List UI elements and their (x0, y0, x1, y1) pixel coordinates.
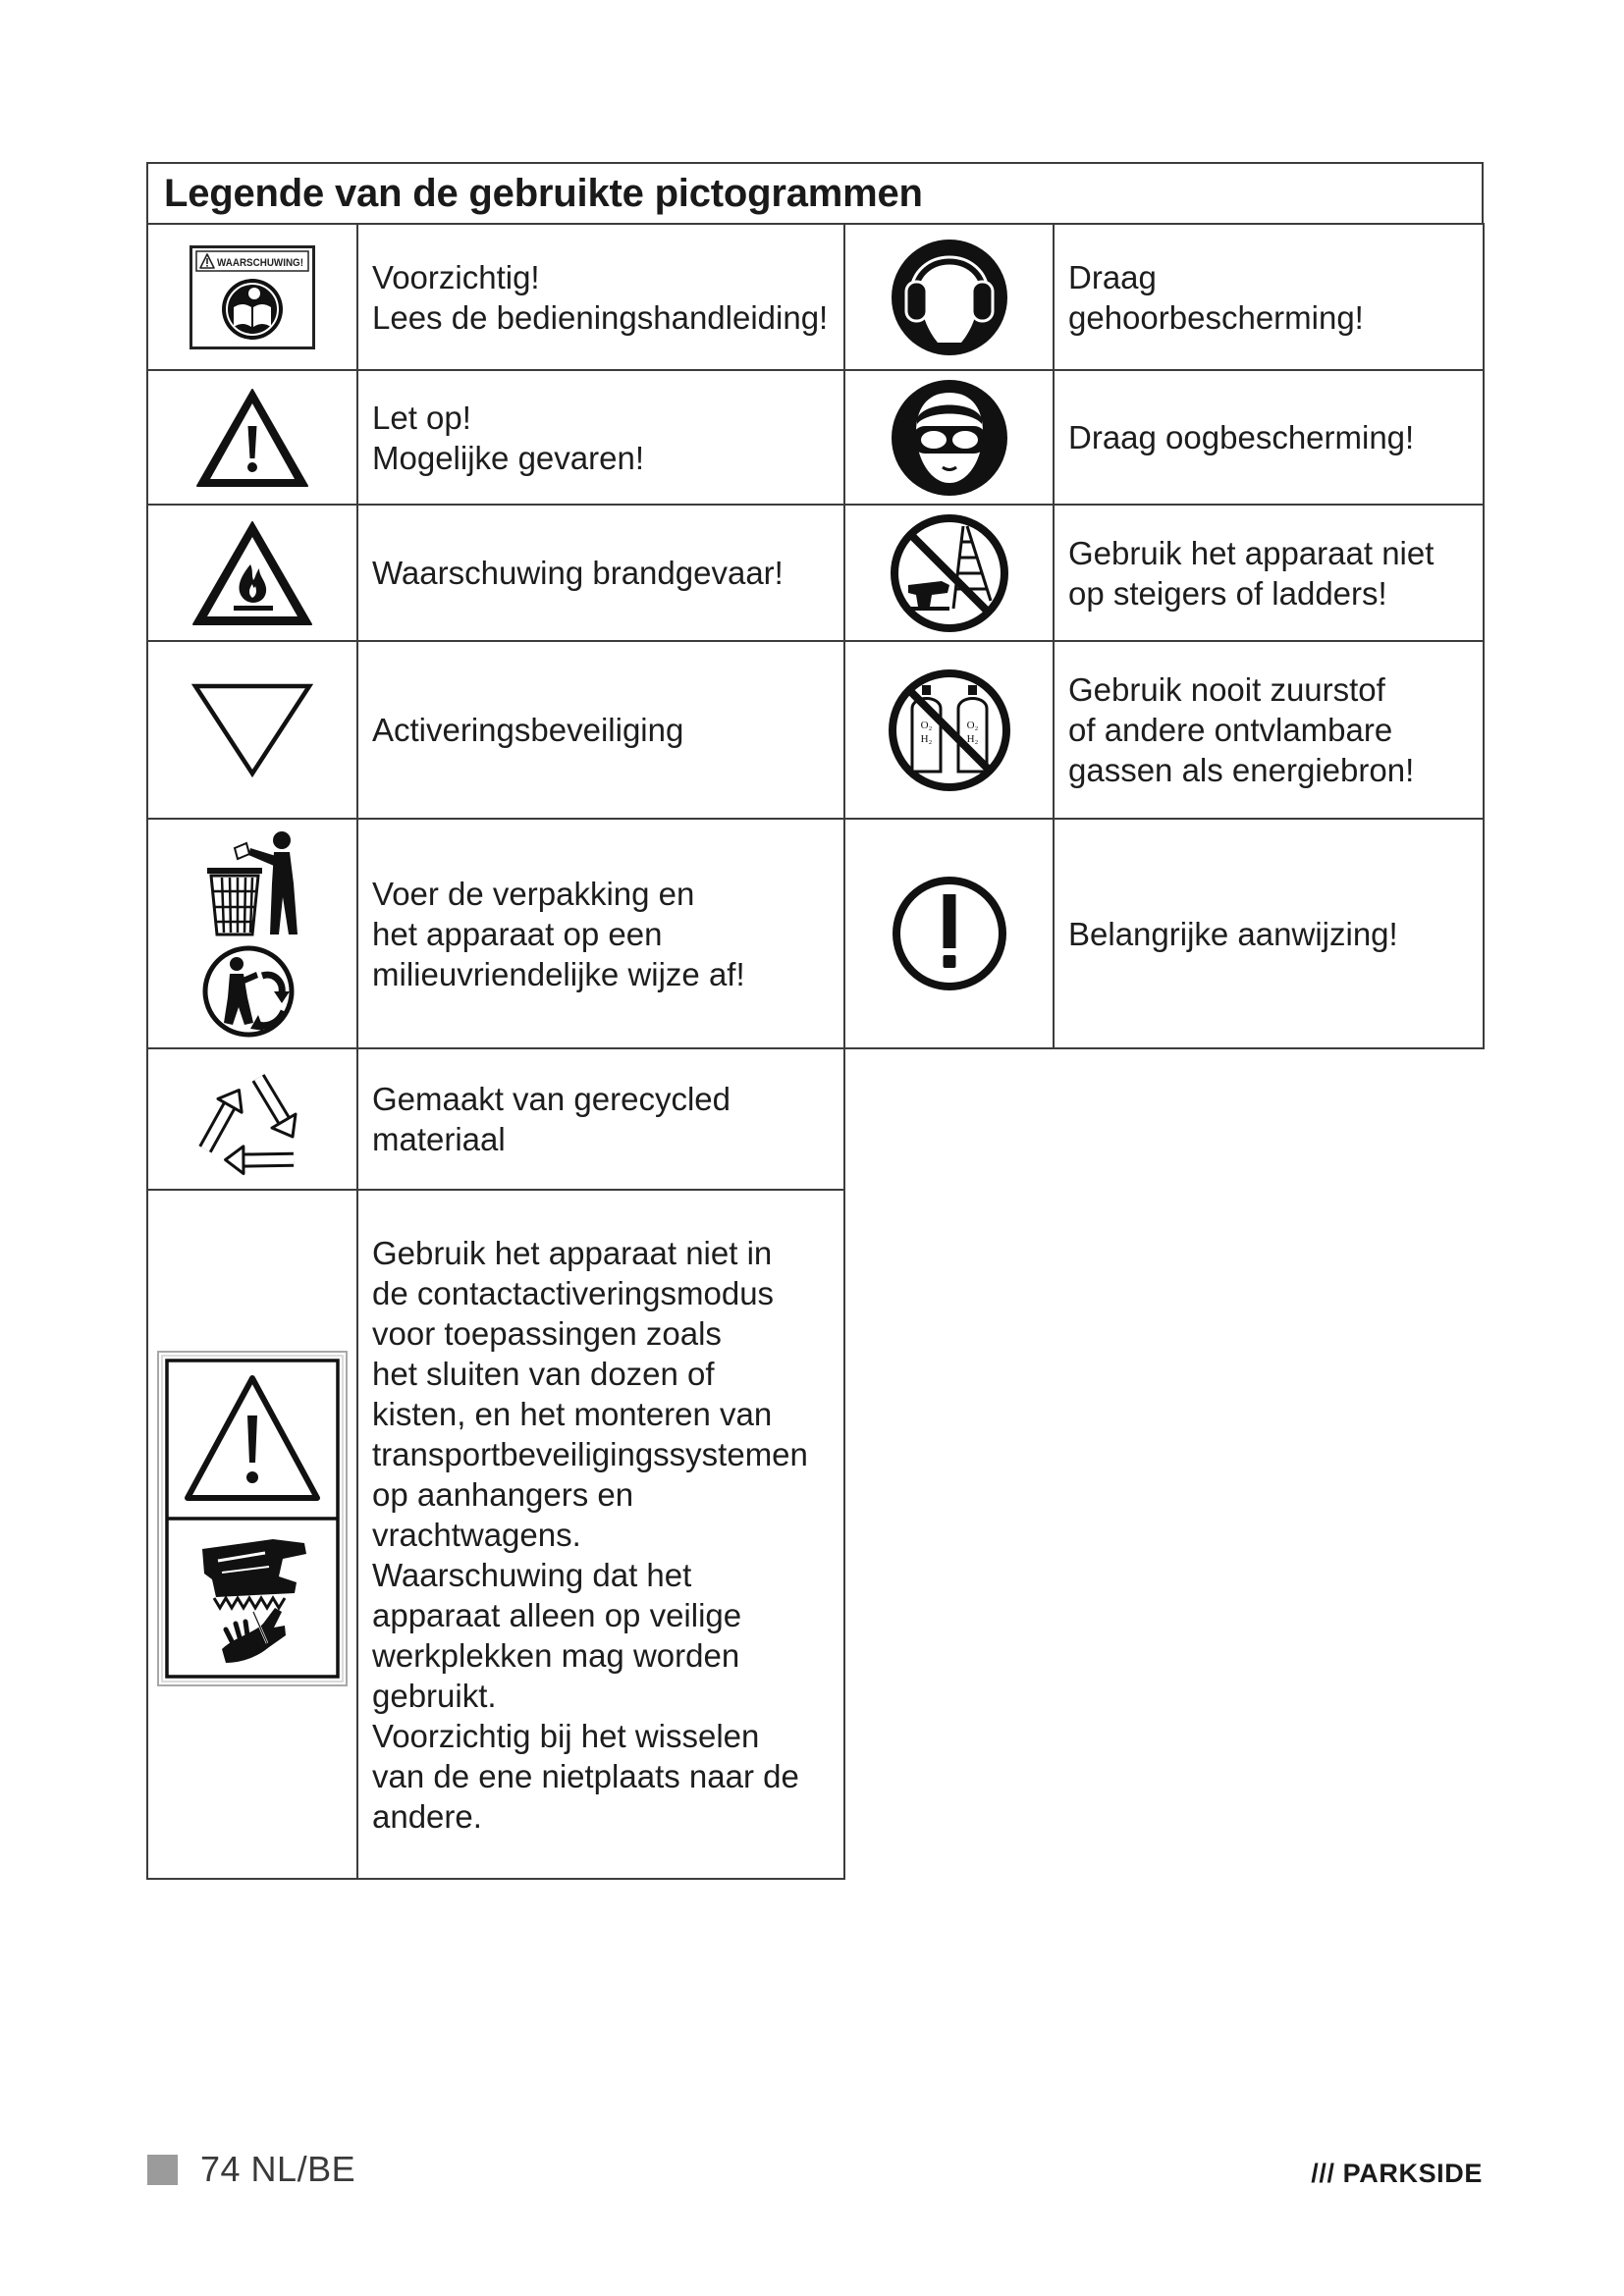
contact-actuation-warning-icon (157, 1351, 348, 1686)
legend-text-cell (1053, 640, 1485, 820)
legend-text-activation-safety: Activeringsbeveiliging (372, 712, 684, 748)
no-scaffold-ladder-icon (889, 512, 1010, 634)
legend-text-important-note: Belangrijke aanwijzing! (1068, 915, 1398, 952)
legend-icon-cell (843, 640, 1055, 820)
legend-text-cell (356, 1047, 845, 1191)
important-note-icon (889, 873, 1010, 994)
recycling-circle-icon (205, 948, 292, 1035)
legend-text-cell (356, 223, 845, 371)
legend-text-general-warning: Let op! Mogelijke gevaren! (372, 399, 644, 476)
legend-text-cell (356, 640, 845, 820)
hearing-protection-icon (889, 237, 1010, 358)
legend-icon-cell (843, 369, 1055, 506)
legend-text-cell (1053, 504, 1485, 642)
page-number: 74 NL/BE (200, 2149, 356, 2189)
legend-text-disposal: Voer de verpakking en het apparaat op een milieuvriendelijke wijze af! (372, 875, 745, 992)
eye-protection-icon (889, 377, 1010, 499)
gas-label-o2: O₂ (966, 719, 978, 731)
no-oxygen-gas-icon (887, 667, 1012, 793)
gas-label-h2: H₂ (920, 732, 932, 745)
legend-icon-cell (146, 223, 358, 371)
legend-text-cell (1053, 369, 1485, 506)
inverted-triangle-icon (191, 682, 313, 778)
brand-logo: /// PARKSIDE (1311, 2159, 1483, 2188)
legend-text-cell (1053, 818, 1485, 1049)
recycle-arrows-icon (189, 1058, 315, 1180)
legend-text-no-oxygen-gas: Gebruik nooit zuurstof of andere ontvlambare gassen als energiebron! (1068, 671, 1415, 788)
legend-icon-cell (146, 1189, 358, 1880)
gas-label-h2: H₂ (966, 732, 978, 745)
legend-text-cell (356, 818, 845, 1049)
waste-bin-icon (207, 831, 298, 934)
legend-text-cell (356, 369, 845, 506)
legend-title: Legende van de gebruikte pictogrammen (164, 171, 923, 215)
legend-icon-cell (146, 1047, 358, 1191)
legend-icon-cell (146, 818, 358, 1049)
legend-icon-cell (146, 504, 358, 642)
legend-text-eye-protection: Draag oogbescherming! (1068, 419, 1415, 455)
fire-hazard-icon (190, 519, 314, 627)
legend-text-recycled-material: Gemaakt van gerecycled materiaal (372, 1081, 731, 1157)
legend-text-cell (356, 1189, 845, 1880)
legend-icon-cell (146, 369, 358, 506)
warning-triangle-icon (194, 387, 310, 489)
warning-badge-text: WAARSCHUWING! (217, 256, 303, 269)
legend-icon-cell (843, 818, 1055, 1049)
legend-icon-cell (843, 504, 1055, 642)
legend-title-cell (146, 162, 1484, 225)
legend-text-no-scaffold-ladder: Gebruik het apparaat niet op steigers of ladders! (1068, 534, 1435, 612)
legend-text-hearing-protection: Draag gehoorbescherming! (1068, 258, 1364, 336)
legend-icon-cell (146, 640, 358, 820)
legend-text-fire-hazard: Waarschuwing brandgevaar! (372, 555, 784, 591)
legend-text-read-manual: Voorzichtig! Lees de bedieningshandleiding! (372, 258, 829, 336)
gas-label-o2: O₂ (920, 719, 932, 731)
page-marker-square (147, 2155, 178, 2185)
legend-text-contact-actuation: Gebruik het apparaat niet in de contactactiveringsmodus voor toepassingen zoals het sluiten van dozen of kisten, en het monteren van transportbeveiligingssystemen op aanhangers en vrachtwagens. Waarschuwing dat het apparaat alleen op veilige werkplekken mag worden gebruikt. Voorzichtig bij het wisselen van de ene nietplaats naar de andere. (372, 1234, 808, 1835)
legend-text-cell (356, 504, 845, 642)
legend-text-cell (1053, 223, 1485, 371)
read-manual-warning-icon (189, 245, 315, 349)
disposal-recycling-icon (193, 828, 311, 1039)
legend-icon-cell (843, 223, 1055, 371)
